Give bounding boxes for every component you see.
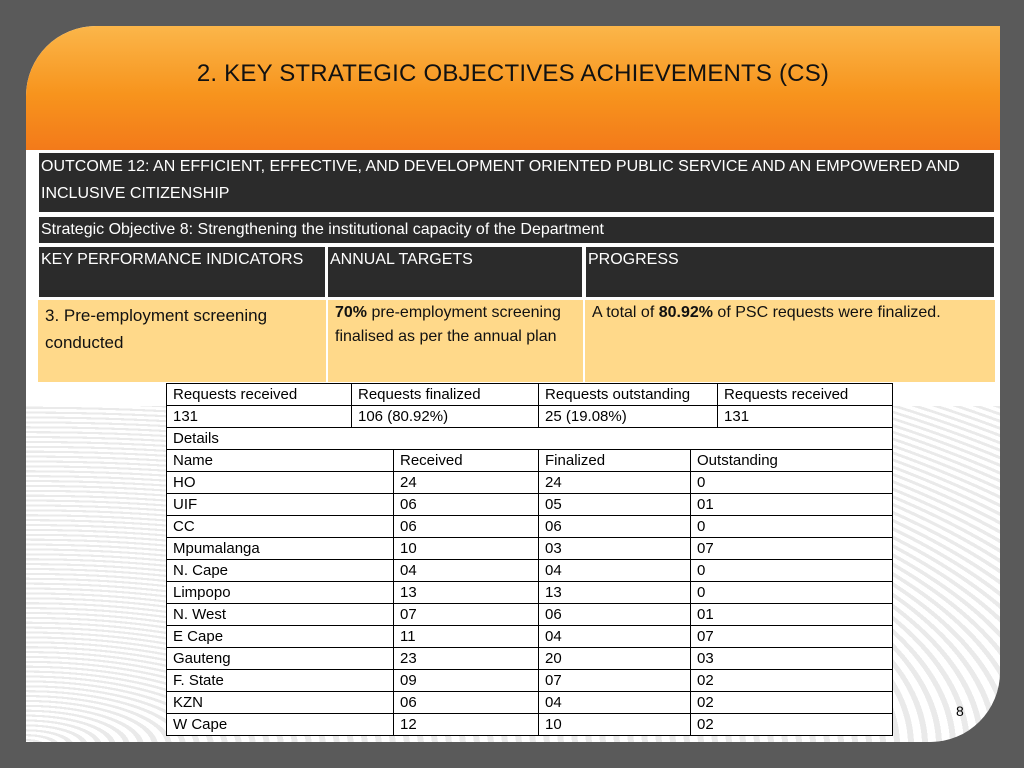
table-cell: 10 (394, 538, 539, 560)
table-cell: 07 (394, 604, 539, 626)
table-cell: 04 (539, 626, 691, 648)
slide-title: 2. KEY STRATEGIC OBJECTIVES ACHIEVEMENTS (CS) (196, 60, 830, 87)
details-header-cell: Name (167, 450, 394, 472)
table-cell: 06 (394, 692, 539, 714)
table-cell: 0 (691, 582, 893, 604)
details-header-cell: Outstanding (691, 450, 893, 472)
table-cell: 04 (539, 692, 691, 714)
table-cell: CC (167, 516, 394, 538)
table-cell: 04 (394, 560, 539, 582)
table-cell: 02 (691, 670, 893, 692)
table-cell: 07 (539, 670, 691, 692)
title-banner (26, 26, 1000, 150)
table-row (167, 648, 893, 670)
table-cell: 0 (691, 472, 893, 494)
table-cell: 07 (691, 626, 893, 648)
table-cell: 11 (394, 626, 539, 648)
table-cell: 13 (394, 582, 539, 604)
summary-header-cell: Requests received (167, 384, 352, 406)
table-cell: 20 (539, 648, 691, 670)
kpi-header-indicators: KEY PERFORMANCE INDICATORS (38, 246, 326, 298)
details-label-row (167, 428, 893, 450)
summary-header-cell: Requests outstanding (539, 384, 718, 406)
summary-header-cell: Requests finalized (352, 384, 539, 406)
table-cell: 23 (394, 648, 539, 670)
table-cell: 05 (539, 494, 691, 516)
summary-value-cell: 106 (80.92%) (352, 406, 539, 428)
kpi-target-cell (328, 300, 585, 382)
table-cell: 09 (394, 670, 539, 692)
strategic-objective: Strategic Objective 8: Strengthening the institutional capacity of the Department (38, 216, 995, 244)
table-cell: 07 (691, 538, 893, 560)
table-cell: Limpopo (167, 582, 394, 604)
progress-pre: A total of (592, 304, 659, 321)
details-header-cell: Finalized (539, 450, 691, 472)
table-row (167, 626, 893, 648)
progress-value: 80.92% (658, 304, 713, 321)
table-cell: 0 (691, 516, 893, 538)
table-cell: 06 (394, 494, 539, 516)
table-cell: 24 (539, 472, 691, 494)
table-cell: E Cape (167, 626, 394, 648)
requests-table (166, 383, 893, 736)
table-cell: 03 (691, 648, 893, 670)
summary-header-cell: Requests received (718, 384, 893, 406)
details-header-cell: Received (394, 450, 539, 472)
summary-header-row (167, 384, 893, 406)
table-cell: UIF (167, 494, 394, 516)
table-cell: Gauteng (167, 648, 394, 670)
table-cell: 02 (691, 692, 893, 714)
table-cell: 01 (691, 494, 893, 516)
table-row (167, 582, 893, 604)
summary-value-cell: 25 (19.08%) (539, 406, 718, 428)
details-header-row (167, 450, 893, 472)
kpi-indicator-cell: 3. Pre-employment screening conducted (38, 300, 328, 382)
table-cell: W Cape (167, 714, 394, 736)
summary-value-row (167, 406, 893, 428)
table-cell: 02 (691, 714, 893, 736)
kpi-progress-cell (585, 300, 995, 382)
table-cell: 13 (539, 582, 691, 604)
table-row (167, 494, 893, 516)
table-row (167, 604, 893, 626)
summary-value-cell: 131 (167, 406, 352, 428)
target-value: 70% (335, 304, 368, 321)
page-number: 8 (956, 703, 964, 719)
table-row (167, 538, 893, 560)
table-cell: 06 (394, 516, 539, 538)
table-cell: F. State (167, 670, 394, 692)
progress-post: of PSC requests were finalized. (712, 304, 941, 321)
outcome-header: OUTCOME 12: AN EFFICIENT, EFFECTIVE, AND DEVELOPMENT ORIENTED PUBLIC SERVICE AND AN EMPOWERED AND INCLUSIVE CITIZENSHIP (38, 152, 995, 213)
summary-value-cell: 131 (718, 406, 893, 428)
table-row (167, 714, 893, 736)
target-text: pre-employment screening finalised as per the annual plan (335, 304, 561, 345)
table-cell: 06 (539, 516, 691, 538)
table-row (167, 670, 893, 692)
table-row (167, 516, 893, 538)
table-cell: 03 (539, 538, 691, 560)
kpi-header-targets: ANNUAL TARGETS (327, 246, 583, 298)
table-cell: 12 (394, 714, 539, 736)
table-row (167, 472, 893, 494)
table-cell: 01 (691, 604, 893, 626)
table-cell: N. Cape (167, 560, 394, 582)
table-cell: KZN (167, 692, 394, 714)
table-cell: 24 (394, 472, 539, 494)
table-cell: 04 (539, 560, 691, 582)
table-cell: 06 (539, 604, 691, 626)
table-cell: 10 (539, 714, 691, 736)
table-row (167, 560, 893, 582)
kpi-header-progress: PROGRESS (585, 246, 995, 298)
table-cell: N. West (167, 604, 394, 626)
table-cell: HO (167, 472, 394, 494)
table-cell: 0 (691, 560, 893, 582)
table-row (167, 692, 893, 714)
table-cell: Mpumalanga (167, 538, 394, 560)
details-label: Details (167, 428, 893, 450)
